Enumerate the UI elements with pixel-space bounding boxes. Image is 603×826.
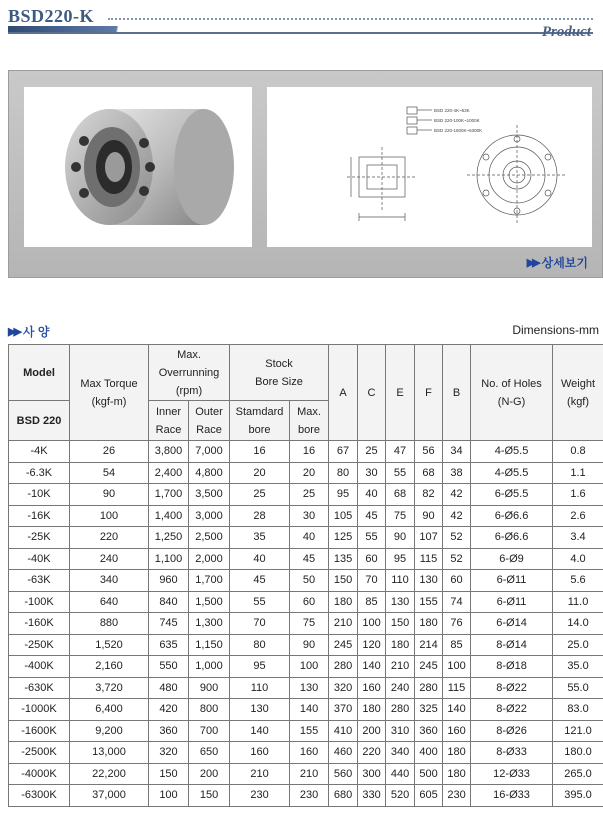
table-cell: 680 bbox=[329, 785, 358, 807]
table-cell: 50 bbox=[290, 570, 329, 592]
table-cell: 2.6 bbox=[553, 505, 603, 527]
table-cell: 320 bbox=[329, 677, 358, 699]
table-cell: 220 bbox=[358, 742, 386, 764]
table-cell: 3,800 bbox=[149, 441, 189, 463]
table-cell: 800 bbox=[189, 699, 230, 721]
table-cell: 68 bbox=[386, 484, 415, 506]
table-cell: 150 bbox=[149, 763, 189, 785]
table-cell: 37,000 bbox=[70, 785, 149, 807]
table-cell: 4.0 bbox=[553, 548, 603, 570]
table-row bbox=[9, 570, 603, 592]
table-row bbox=[9, 527, 603, 549]
table-cell: 110 bbox=[230, 677, 290, 699]
double-chevron-icon: ▶▶ bbox=[526, 257, 538, 269]
dimension-drawing-image bbox=[267, 87, 592, 247]
table-cell: 95 bbox=[230, 656, 290, 678]
table-cell: 3,500 bbox=[189, 484, 230, 506]
table-cell: 55.0 bbox=[553, 677, 603, 699]
table-cell: 340 bbox=[386, 742, 415, 764]
table-cell: 125 bbox=[329, 527, 358, 549]
table-cell: 230 bbox=[290, 785, 329, 807]
col-outer-race: Outer Race bbox=[189, 401, 230, 441]
table-cell: 280 bbox=[386, 699, 415, 721]
table-cell: 0.8 bbox=[553, 441, 603, 463]
table-cell: 960 bbox=[149, 570, 189, 592]
table-cell: 70 bbox=[358, 570, 386, 592]
table-cell: 47 bbox=[386, 441, 415, 463]
table-cell: 180 bbox=[443, 742, 471, 764]
page-title: BSD220-K bbox=[8, 6, 95, 26]
table-cell: 100 bbox=[290, 656, 329, 678]
units-label: Dimensions-mm bbox=[512, 323, 599, 337]
product-photo bbox=[24, 87, 252, 247]
table-cell: 90 bbox=[290, 634, 329, 656]
table-cell: 370 bbox=[329, 699, 358, 721]
table-cell: 16 bbox=[290, 441, 329, 463]
table-cell: 135 bbox=[329, 548, 358, 570]
table-cell: 130 bbox=[415, 570, 443, 592]
table-cell: 8-Ø14 bbox=[471, 634, 553, 656]
col-max-bore: Max. bore bbox=[290, 401, 329, 441]
table-cell: 240 bbox=[386, 677, 415, 699]
table-row bbox=[9, 505, 603, 527]
table-cell: 210 bbox=[230, 763, 290, 785]
table-cell: 214 bbox=[415, 634, 443, 656]
table-cell: 35.0 bbox=[553, 656, 603, 678]
drawing-code-1: BSD 220-4K~63K bbox=[434, 108, 470, 113]
table-cell: 410 bbox=[329, 720, 358, 742]
table-cell: 25 bbox=[290, 484, 329, 506]
model-cell: -1000K bbox=[9, 699, 70, 721]
table-cell: 1.1 bbox=[553, 462, 603, 484]
table-cell: 265.0 bbox=[553, 763, 603, 785]
table-cell: 330 bbox=[358, 785, 386, 807]
col-max-torque: Max Torque (kgf-m) bbox=[70, 345, 149, 441]
col-weight: Weight (kgf) bbox=[553, 345, 603, 441]
table-cell: 700 bbox=[189, 720, 230, 742]
table-cell: 83.0 bbox=[553, 699, 603, 721]
clutch-photo-image bbox=[24, 87, 252, 247]
table-cell: 160 bbox=[358, 677, 386, 699]
spec-title-label: 사 양 bbox=[22, 325, 50, 339]
table-cell: 100 bbox=[70, 505, 149, 527]
table-cell: 6-Ø11 bbox=[471, 570, 553, 592]
table-cell: 140 bbox=[358, 656, 386, 678]
table-cell: 8-Ø33 bbox=[471, 742, 553, 764]
table-cell: 75 bbox=[386, 505, 415, 527]
table-cell: 440 bbox=[386, 763, 415, 785]
table-cell: 34 bbox=[443, 441, 471, 463]
table-cell: 150 bbox=[386, 613, 415, 635]
detail-view-link[interactable] bbox=[527, 254, 588, 271]
table-cell: 40 bbox=[290, 527, 329, 549]
table-cell: 55 bbox=[358, 527, 386, 549]
table-cell: 220 bbox=[70, 527, 149, 549]
table-cell: 160 bbox=[443, 720, 471, 742]
table-cell: 75 bbox=[290, 613, 329, 635]
table-cell: 5.6 bbox=[553, 570, 603, 592]
table-cell: 8-Ø22 bbox=[471, 699, 553, 721]
table-cell: 1,150 bbox=[189, 634, 230, 656]
table-cell: 2,400 bbox=[149, 462, 189, 484]
table-cell: 840 bbox=[149, 591, 189, 613]
table-cell: 280 bbox=[415, 677, 443, 699]
table-cell: 320 bbox=[149, 742, 189, 764]
table-cell: 1,100 bbox=[149, 548, 189, 570]
col-bore-size: Stock Bore Size bbox=[230, 345, 329, 401]
table-cell: 67 bbox=[329, 441, 358, 463]
table-cell: 420 bbox=[149, 699, 189, 721]
table-cell: 3.4 bbox=[553, 527, 603, 549]
table-cell: 68 bbox=[415, 462, 443, 484]
table-cell: 4-Ø5.5 bbox=[471, 462, 553, 484]
table-cell: 100 bbox=[358, 613, 386, 635]
drawing-code-3: BSD 220-1600K~6300K bbox=[434, 128, 483, 133]
table-cell: 45 bbox=[230, 570, 290, 592]
table-row bbox=[9, 441, 603, 463]
table-cell: 395.0 bbox=[553, 785, 603, 807]
table-cell: 1.6 bbox=[553, 484, 603, 506]
title-underline bbox=[8, 32, 593, 34]
table-cell: 28 bbox=[230, 505, 290, 527]
col-a: A bbox=[329, 345, 358, 441]
table-row bbox=[9, 742, 603, 764]
col-inner-race: Inner Race bbox=[149, 401, 189, 441]
table-cell: 360 bbox=[415, 720, 443, 742]
table-cell: 230 bbox=[230, 785, 290, 807]
table-cell: 130 bbox=[230, 699, 290, 721]
model-cell: -4K bbox=[9, 441, 70, 463]
col-c: C bbox=[358, 345, 386, 441]
model-cell: -6300K bbox=[9, 785, 70, 807]
table-cell: 82 bbox=[415, 484, 443, 506]
table-cell: 130 bbox=[290, 677, 329, 699]
table-cell: 880 bbox=[70, 613, 149, 635]
table-cell: 30 bbox=[358, 462, 386, 484]
col-model: Model bbox=[9, 345, 70, 401]
table-cell: 500 bbox=[415, 763, 443, 785]
table-cell: 74 bbox=[443, 591, 471, 613]
table-cell: 14.0 bbox=[553, 613, 603, 635]
model-cell: -630K bbox=[9, 677, 70, 699]
table-cell: 130 bbox=[386, 591, 415, 613]
spec-table-body bbox=[9, 441, 603, 807]
table-cell: 460 bbox=[329, 742, 358, 764]
table-cell: 635 bbox=[149, 634, 189, 656]
product-gallery bbox=[8, 70, 603, 278]
table-cell: 640 bbox=[70, 591, 149, 613]
table-cell: 26 bbox=[70, 441, 149, 463]
table-cell: 325 bbox=[415, 699, 443, 721]
table-cell: 360 bbox=[149, 720, 189, 742]
spec-table bbox=[8, 344, 603, 807]
table-cell: 11.0 bbox=[553, 591, 603, 613]
page-subtitle: Product bbox=[541, 24, 591, 40]
table-cell: 70 bbox=[230, 613, 290, 635]
table-cell: 1,500 bbox=[189, 591, 230, 613]
table-row bbox=[9, 548, 603, 570]
table-cell: 180 bbox=[329, 591, 358, 613]
model-cell: -250K bbox=[9, 634, 70, 656]
table-cell: 25 bbox=[230, 484, 290, 506]
table-cell: 100 bbox=[149, 785, 189, 807]
table-cell: 60 bbox=[358, 548, 386, 570]
table-cell: 180 bbox=[415, 613, 443, 635]
model-cell: -2500K bbox=[9, 742, 70, 764]
model-cell: -1600K bbox=[9, 720, 70, 742]
model-cell: -4000K bbox=[9, 763, 70, 785]
model-cell: -10K bbox=[9, 484, 70, 506]
table-cell: 160 bbox=[230, 742, 290, 764]
table-row bbox=[9, 484, 603, 506]
table-row bbox=[9, 613, 603, 635]
table-cell: 45 bbox=[290, 548, 329, 570]
col-f: F bbox=[415, 345, 443, 441]
table-cell: 140 bbox=[230, 720, 290, 742]
table-cell: 95 bbox=[329, 484, 358, 506]
table-cell: 7,000 bbox=[189, 441, 230, 463]
table-cell: 230 bbox=[443, 785, 471, 807]
table-cell: 22,200 bbox=[70, 763, 149, 785]
table-cell: 340 bbox=[70, 570, 149, 592]
col-standard-bore: Stamdard bore bbox=[230, 401, 290, 441]
detail-view-label: 상세보기 bbox=[541, 256, 588, 270]
table-cell: 560 bbox=[329, 763, 358, 785]
table-row bbox=[9, 462, 603, 484]
table-cell: 200 bbox=[189, 763, 230, 785]
table-cell: 8-Ø18 bbox=[471, 656, 553, 678]
table-cell: 550 bbox=[149, 656, 189, 678]
model-cell: -400K bbox=[9, 656, 70, 678]
table-cell: 200 bbox=[358, 720, 386, 742]
title-dotted-rule bbox=[108, 18, 593, 20]
table-cell: 180 bbox=[386, 634, 415, 656]
table-cell: 60 bbox=[290, 591, 329, 613]
table-cell: 1,700 bbox=[189, 570, 230, 592]
table-cell: 245 bbox=[415, 656, 443, 678]
table-cell: 650 bbox=[189, 742, 230, 764]
table-cell: 310 bbox=[386, 720, 415, 742]
table-cell: 42 bbox=[443, 484, 471, 506]
table-cell: 6-Ø9 bbox=[471, 548, 553, 570]
table-row bbox=[9, 785, 603, 807]
table-cell: 115 bbox=[443, 677, 471, 699]
table-cell: 55 bbox=[386, 462, 415, 484]
table-cell: 6,400 bbox=[70, 699, 149, 721]
table-cell: 76 bbox=[443, 613, 471, 635]
spec-section-title bbox=[8, 323, 49, 340]
table-cell: 900 bbox=[189, 677, 230, 699]
table-cell: 40 bbox=[230, 548, 290, 570]
double-chevron-icon: ▶▶ bbox=[8, 326, 19, 338]
model-cell: -100K bbox=[9, 591, 70, 613]
table-cell: 85 bbox=[443, 634, 471, 656]
table-cell: 52 bbox=[443, 548, 471, 570]
col-holes: No. of Holes (N-G) bbox=[471, 345, 553, 441]
table-cell: 400 bbox=[415, 742, 443, 764]
table-cell: 6-Ø5.5 bbox=[471, 484, 553, 506]
table-cell: 90 bbox=[386, 527, 415, 549]
table-cell: 100 bbox=[443, 656, 471, 678]
table-cell: 605 bbox=[415, 785, 443, 807]
table-row bbox=[9, 677, 603, 699]
table-cell: 300 bbox=[358, 763, 386, 785]
drawing-code-2: BSD 220-100K~1000K bbox=[434, 118, 480, 123]
table-cell: 155 bbox=[290, 720, 329, 742]
table-cell: 9,200 bbox=[70, 720, 149, 742]
table-cell: 107 bbox=[415, 527, 443, 549]
table-row bbox=[9, 699, 603, 721]
table-cell: 6-Ø6.6 bbox=[471, 505, 553, 527]
table-cell: 180 bbox=[358, 699, 386, 721]
table-cell: 3,720 bbox=[70, 677, 149, 699]
table-cell: 3,000 bbox=[189, 505, 230, 527]
table-cell: 2,500 bbox=[189, 527, 230, 549]
table-cell: 90 bbox=[70, 484, 149, 506]
table-cell: 155 bbox=[415, 591, 443, 613]
table-cell: 55 bbox=[230, 591, 290, 613]
table-cell: 520 bbox=[386, 785, 415, 807]
model-cell: -160K bbox=[9, 613, 70, 635]
table-cell: 6-Ø11 bbox=[471, 591, 553, 613]
table-cell: 8-Ø26 bbox=[471, 720, 553, 742]
table-cell: 1,520 bbox=[70, 634, 149, 656]
table-cell: 180 bbox=[443, 763, 471, 785]
table-cell: 745 bbox=[149, 613, 189, 635]
table-cell: 210 bbox=[290, 763, 329, 785]
col-b: B bbox=[443, 345, 471, 441]
table-cell: 150 bbox=[189, 785, 230, 807]
table-cell: 60 bbox=[443, 570, 471, 592]
table-cell: 480 bbox=[149, 677, 189, 699]
table-cell: 105 bbox=[329, 505, 358, 527]
table-cell: 25.0 bbox=[553, 634, 603, 656]
table-cell: 1,700 bbox=[149, 484, 189, 506]
table-cell: 180.0 bbox=[553, 742, 603, 764]
table-cell: 1,250 bbox=[149, 527, 189, 549]
table-cell: 280 bbox=[329, 656, 358, 678]
col-overrunning: Max. Overrunning (rpm) bbox=[149, 345, 230, 401]
table-cell: 160 bbox=[290, 742, 329, 764]
table-row bbox=[9, 763, 603, 785]
table-cell: 1,000 bbox=[189, 656, 230, 678]
table-cell: 8-Ø22 bbox=[471, 677, 553, 699]
table-cell: 140 bbox=[290, 699, 329, 721]
table-cell: 12-Ø33 bbox=[471, 763, 553, 785]
table-cell: 240 bbox=[70, 548, 149, 570]
table-cell: 121.0 bbox=[553, 720, 603, 742]
table-cell: 56 bbox=[415, 441, 443, 463]
table-cell: 38 bbox=[443, 462, 471, 484]
table-cell: 4-Ø5.5 bbox=[471, 441, 553, 463]
col-e: E bbox=[386, 345, 415, 441]
table-cell: 4,800 bbox=[189, 462, 230, 484]
table-cell: 45 bbox=[358, 505, 386, 527]
col-series: BSD 220 bbox=[9, 401, 70, 441]
table-cell: 110 bbox=[386, 570, 415, 592]
table-cell: 210 bbox=[386, 656, 415, 678]
table-cell: 20 bbox=[230, 462, 290, 484]
table-cell: 52 bbox=[443, 527, 471, 549]
table-cell: 42 bbox=[443, 505, 471, 527]
table-cell: 40 bbox=[358, 484, 386, 506]
table-cell: 120 bbox=[358, 634, 386, 656]
table-cell: 80 bbox=[230, 634, 290, 656]
table-row bbox=[9, 720, 603, 742]
table-cell: 2,000 bbox=[189, 548, 230, 570]
model-cell: -16K bbox=[9, 505, 70, 527]
model-cell: -40K bbox=[9, 548, 70, 570]
table-cell: 54 bbox=[70, 462, 149, 484]
table-cell: 35 bbox=[230, 527, 290, 549]
table-row bbox=[9, 591, 603, 613]
table-cell: 2,160 bbox=[70, 656, 149, 678]
model-cell: -25K bbox=[9, 527, 70, 549]
table-row bbox=[9, 656, 603, 678]
table-cell: 95 bbox=[386, 548, 415, 570]
table-cell: 16 bbox=[230, 441, 290, 463]
table-cell: 150 bbox=[329, 570, 358, 592]
table-cell: 245 bbox=[329, 634, 358, 656]
table-cell: 6-Ø14 bbox=[471, 613, 553, 635]
technical-drawing bbox=[267, 87, 592, 247]
model-cell: -6.3K bbox=[9, 462, 70, 484]
table-cell: 1,300 bbox=[189, 613, 230, 635]
table-cell: 6-Ø6.6 bbox=[471, 527, 553, 549]
table-cell: 140 bbox=[443, 699, 471, 721]
table-cell: 25 bbox=[358, 441, 386, 463]
table-cell: 13,000 bbox=[70, 742, 149, 764]
model-cell: -63K bbox=[9, 570, 70, 592]
table-cell: 16-Ø33 bbox=[471, 785, 553, 807]
table-cell: 1,400 bbox=[149, 505, 189, 527]
table-cell: 30 bbox=[290, 505, 329, 527]
table-cell: 20 bbox=[290, 462, 329, 484]
table-row bbox=[9, 634, 603, 656]
table-cell: 85 bbox=[358, 591, 386, 613]
table-cell: 90 bbox=[415, 505, 443, 527]
table-cell: 210 bbox=[329, 613, 358, 635]
table-cell: 80 bbox=[329, 462, 358, 484]
table-cell: 115 bbox=[415, 548, 443, 570]
